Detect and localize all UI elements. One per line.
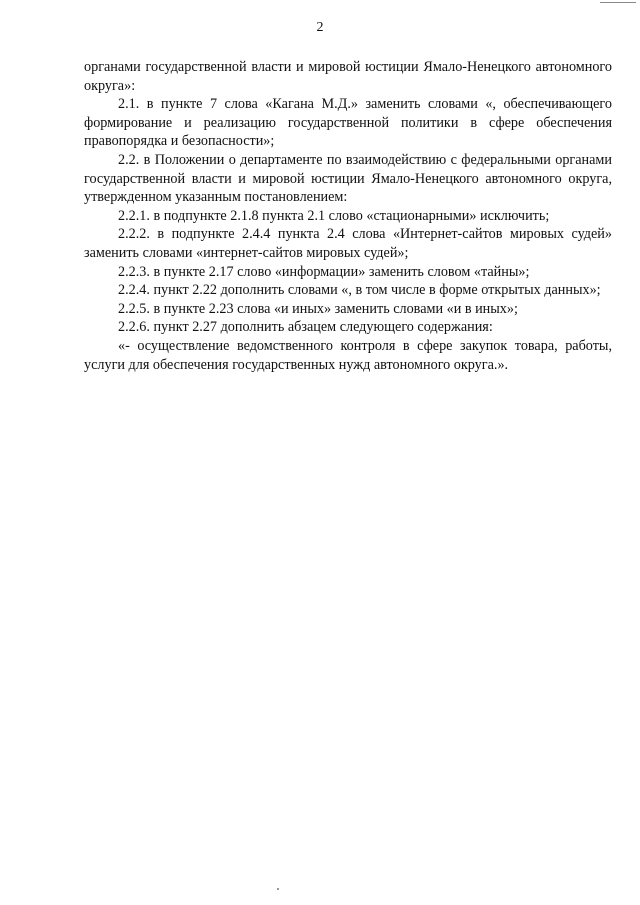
paragraph-2-2-4: 2.2.4. пункт 2.22 дополнить словами «, в том числе в форме открытых данных»; xyxy=(118,282,601,299)
paragraph-2-2: 2.2. в Положении о департаменте по взаимодействию с федеральными органами государственной власти и мировой юстиции Ямало-Ненецкого автономного округа, утвержденном указанным постановлением: xyxy=(84,151,612,206)
paragraph-2-1: 2.1. в пункте 7 слова «Кагана М.Д.» заменить словами «, обеспечивающего формирование и реализацию государственной политики в сфере обеспечения правопорядка и безопасности»; xyxy=(84,96,612,150)
scan-speck xyxy=(277,888,279,890)
paragraph-quoted-addition: «- осуществление ведомственного контроля в сфере закупок товара, работы, услуги для обеспечения государственных нужд автономного округа.». xyxy=(84,337,612,373)
paragraph-2-2-5: 2.2.5. в пункте 2.23 слова «и иных» заменить словами «и в иных»; xyxy=(118,300,518,317)
scan-edge-line xyxy=(600,2,636,3)
paragraph-2-2-3: 2.2.3. в пункте 2.17 слово «информации» заменить словом «тайны»; xyxy=(118,263,530,280)
paragraph-continuation: органами государственной власти и мировой юстиции Ямало-Ненецкого автономного округа»: xyxy=(84,59,612,94)
document-body xyxy=(84,58,612,374)
page-number: 2 xyxy=(316,20,324,35)
paragraph-2-2-2: 2.2.2. в подпункте 2.4.4 пункта 2.4 слова «Интернет-сайтов мировых судей» заменить словами «интернет-сайтов мировых судей»; xyxy=(84,226,612,261)
paragraph-2-2-6: 2.2.6. пункт 2.27 дополнить абзацем следующего содержания: xyxy=(118,319,493,336)
paragraph-2-2-1: 2.2.1. в подпункте 2.1.8 пункта 2.1 слово «стационарными» исключить; xyxy=(118,207,550,224)
